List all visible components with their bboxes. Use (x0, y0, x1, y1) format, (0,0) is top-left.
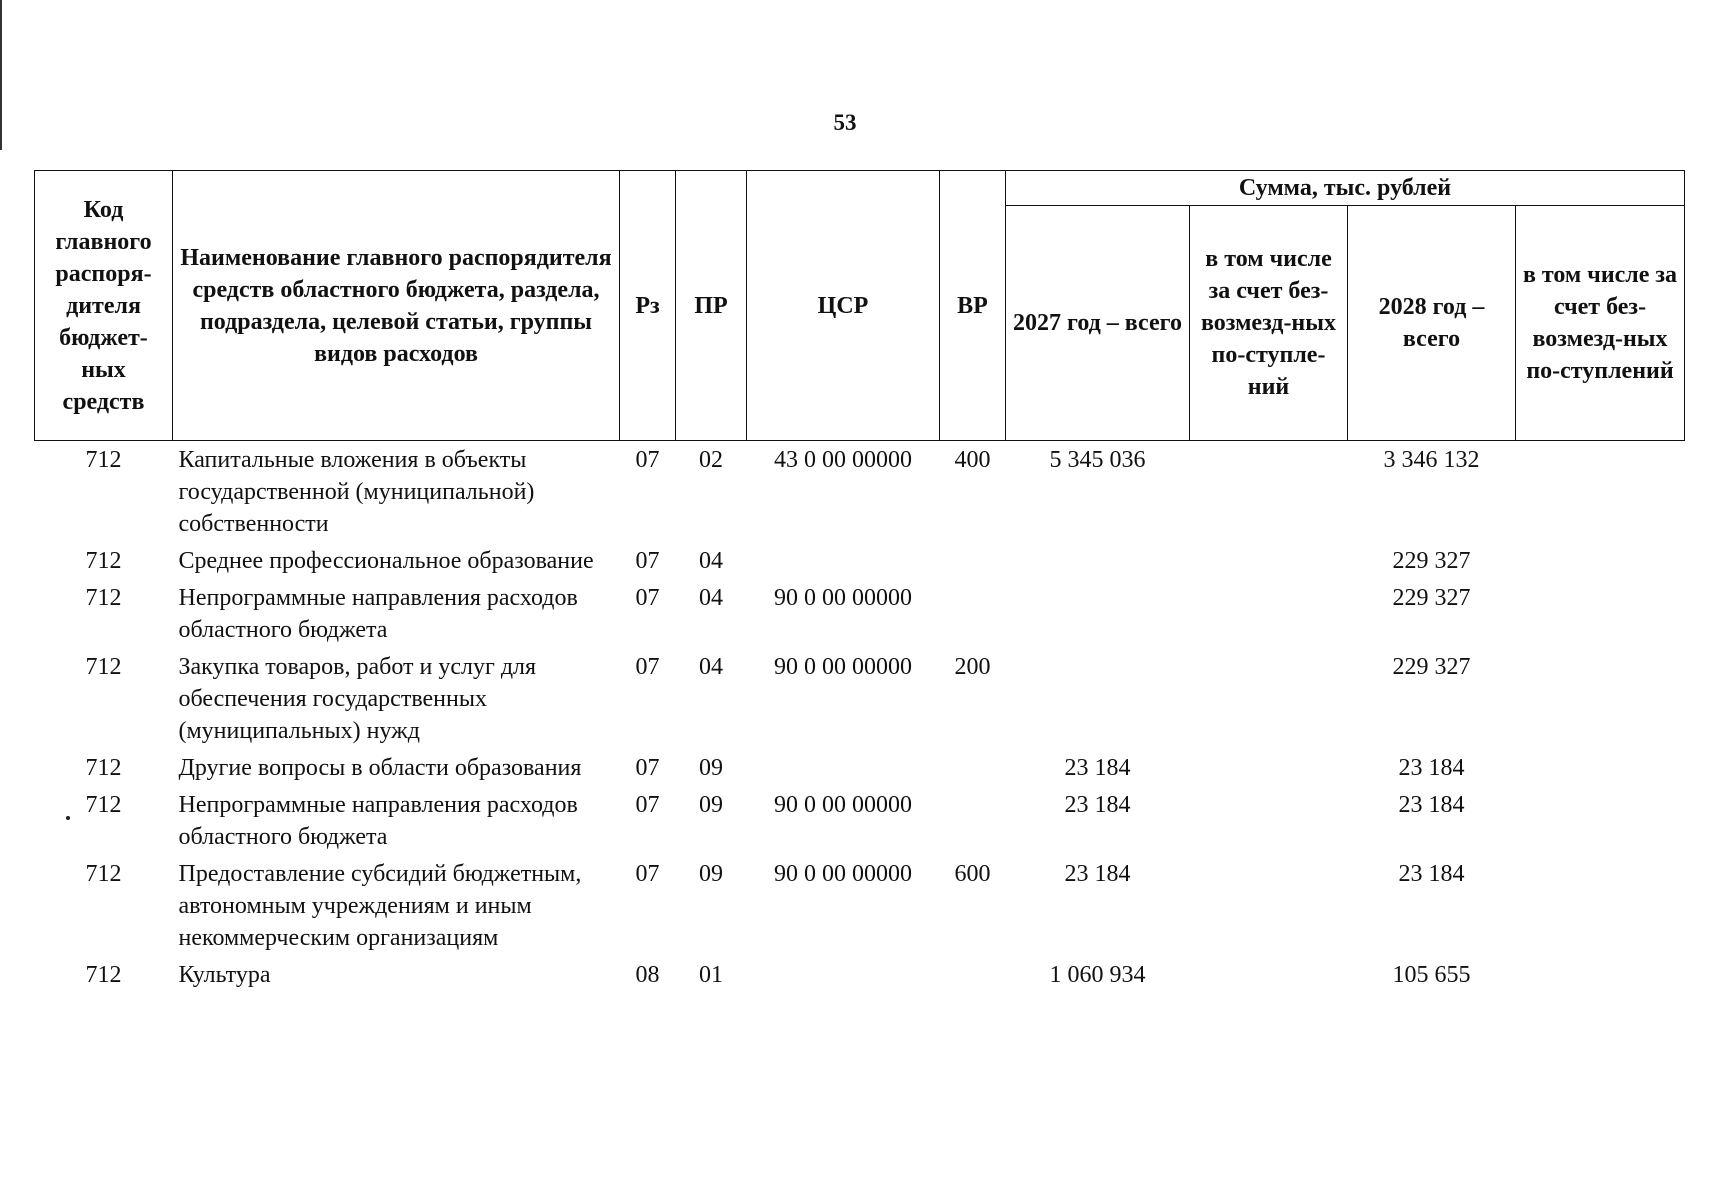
cell-code: 712 (85, 962, 122, 988)
table-row (35, 441, 1685, 543)
table-body (35, 441, 1685, 994)
table-row (35, 749, 1685, 786)
cell-vr: 400 (954, 447, 991, 473)
cell-2028-free (1516, 441, 1685, 543)
cell-code: 712 (85, 654, 122, 680)
cell-name: Предоставление субсидий бюджетным, автономным учреждениям и иным некоммерческим организациям (178, 861, 582, 951)
cell-rz: 07 (635, 792, 660, 818)
header-code: Код главного распоря-дителя бюджет-ных средств (35, 171, 173, 441)
cell-rz: 07 (635, 447, 660, 473)
cell-pr: 09 (699, 755, 723, 781)
cell-2028-total: 23 184 (1398, 792, 1465, 818)
cell-csr: 90 0 00 00000 (774, 654, 912, 680)
header-2028-free: в том числе за счет без-возмезд-ных по-ступлений (1516, 206, 1685, 441)
table-row (35, 786, 1685, 855)
cell-name: Непрограммные направления расходов областного бюджета (178, 585, 578, 643)
cell-rz: 07 (635, 585, 660, 611)
cell-2027-free (1190, 648, 1348, 749)
cell-2027-total (1006, 648, 1190, 749)
cell-2028-free (1516, 786, 1685, 855)
cell-pr: 04 (699, 654, 723, 680)
cell-vr (940, 956, 1006, 993)
header-2027-free: в том числе за счет без-возмезд-ных по-ступле-ний (1190, 206, 1348, 441)
cell-2027-total: 1 060 934 (1049, 962, 1146, 988)
cell-vr (940, 542, 1006, 579)
table-row (35, 579, 1685, 648)
cell-rz: 07 (635, 548, 660, 574)
cell-name: Капитальные вложения в объекты государственной (муниципальной) собственности (178, 447, 535, 537)
header-csr: ЦСР (747, 171, 940, 441)
cell-name: Закупка товаров, работ и услуг для обеспечения государственных (муниципальных) нужд (178, 654, 537, 744)
cell-pr: 04 (699, 548, 723, 574)
cell-code: 712 (85, 755, 122, 781)
table-row (35, 542, 1685, 579)
cell-name: Культура (178, 962, 271, 988)
cell-name: Другие вопросы в области образования (178, 755, 582, 781)
cell-2027-free (1190, 956, 1348, 993)
cell-2028-total: 105 655 (1392, 962, 1471, 988)
cell-2027-total: 23 184 (1064, 861, 1131, 887)
cell-2027-total: 5 345 036 (1049, 447, 1146, 473)
cell-code: 712 (85, 548, 122, 574)
cell-2028-total: 23 184 (1398, 755, 1465, 781)
cell-2028-total: 229 327 (1392, 585, 1471, 611)
cell-2028-free (1516, 542, 1685, 579)
cell-2027-free (1190, 542, 1348, 579)
header-pr: ПР (676, 171, 747, 441)
cell-2028-total: 3 346 132 (1383, 447, 1480, 473)
cell-vr (940, 749, 1006, 786)
cell-vr (940, 786, 1006, 855)
cell-csr (747, 956, 940, 993)
cell-code: 712 (85, 792, 122, 818)
cell-csr (747, 542, 940, 579)
cell-rz: 07 (635, 755, 660, 781)
cell-csr: 90 0 00 00000 (774, 792, 912, 818)
header-vr: ВР (940, 171, 1006, 441)
cell-rz: 07 (635, 861, 660, 887)
page-number: 53 (833, 110, 857, 135)
cell-2027-total: 23 184 (1064, 755, 1131, 781)
cell-csr: 90 0 00 00000 (774, 585, 912, 611)
budget-table (34, 170, 1685, 993)
cell-csr: 90 0 00 00000 (774, 861, 912, 887)
cell-code: 712 (85, 585, 122, 611)
header-2027-total: 2027 год – всего (1006, 206, 1190, 441)
cell-pr: 02 (699, 447, 723, 473)
header-2028-total: 2028 год – всего (1348, 206, 1516, 441)
cell-2027-total: 23 184 (1064, 792, 1131, 818)
cell-rz: 07 (635, 654, 660, 680)
cell-2027-free (1190, 749, 1348, 786)
cell-2028-total: 229 327 (1392, 548, 1471, 574)
header-name: Наименование главного распорядителя средств областного бюджета, раздела, подраздела, целевой статьи, группы видов расходов (173, 171, 620, 441)
cell-vr: 200 (954, 654, 991, 680)
cell-2027-total (1006, 579, 1190, 648)
table-header (35, 171, 1685, 441)
cell-2027-free (1190, 855, 1348, 956)
cell-2028-total: 229 327 (1392, 654, 1471, 680)
cell-pr: 01 (699, 962, 723, 988)
cell-2027-free (1190, 786, 1348, 855)
cell-code: 712 (85, 447, 122, 473)
table-row (35, 956, 1685, 993)
cell-2027-free (1190, 579, 1348, 648)
cell-code: 712 (85, 861, 122, 887)
cell-csr: 43 0 00 00000 (774, 447, 912, 473)
cell-2028-free (1516, 956, 1685, 993)
cell-pr: 09 (699, 792, 723, 818)
cell-2028-free (1516, 579, 1685, 648)
cell-name: Среднее профессиональное образование (178, 548, 594, 574)
table-row (35, 648, 1685, 749)
scan-speck (66, 816, 70, 820)
cell-2027-free (1190, 441, 1348, 543)
cell-vr (940, 579, 1006, 648)
table-row (35, 855, 1685, 956)
header-sum: Сумма, тыс. рублей (1006, 171, 1685, 206)
cell-pr: 04 (699, 585, 723, 611)
cell-2028-free (1516, 648, 1685, 749)
header-rz: Рз (620, 171, 676, 441)
cell-2028-free (1516, 749, 1685, 786)
cell-name: Непрограммные направления расходов областного бюджета (178, 792, 578, 850)
cell-2027-total (1006, 542, 1190, 579)
cell-rz: 08 (635, 962, 660, 988)
cell-2028-total: 23 184 (1398, 861, 1465, 887)
cell-csr (747, 749, 940, 786)
cell-pr: 09 (699, 861, 723, 887)
cell-2028-free (1516, 855, 1685, 956)
cell-vr: 600 (954, 861, 991, 887)
